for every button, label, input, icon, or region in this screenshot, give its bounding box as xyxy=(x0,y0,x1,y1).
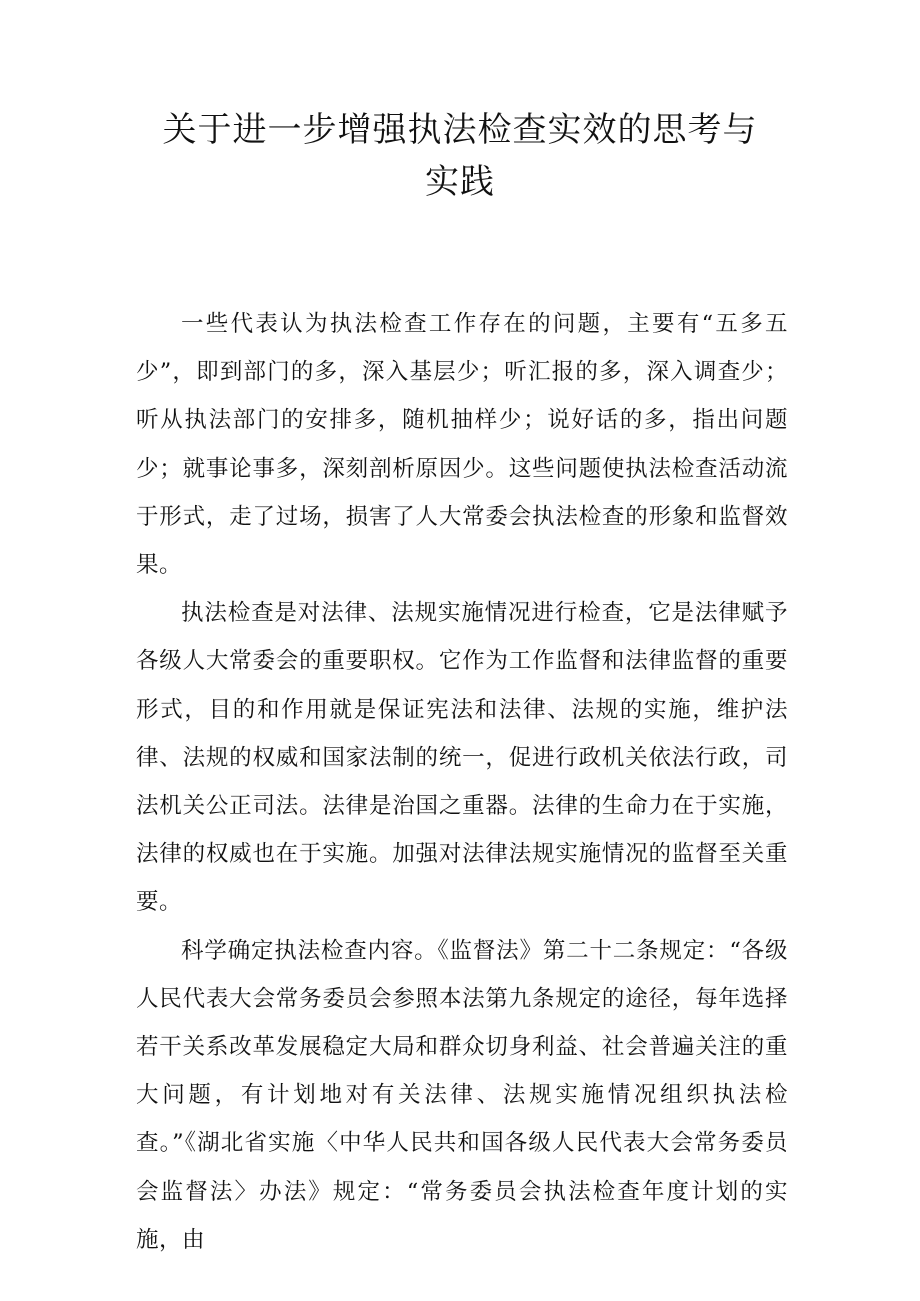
document-body xyxy=(136,300,788,1264)
paragraph-2: 执法检查是对法律、法规实施情况进行检查，它是法律赋予各级人大常委会的重要职权。它作为工作监督和法律监督的重要形式，目的和作用就是保证宪法和法律、法规的实施，维护法律、法规的权威和国家法制的统一，促进行政机关依法行政，司法机关公正司法。法律是治国之重器。法律的生命力在于实施，法律的权威也在于实施。加强对法律法规实施情况的监督至关重要。 xyxy=(136,600,788,916)
paragraph-3: 科学确定执法检查内容。《监督法》第二十二条规定：“各级人民代表大会常务委员会参照本法第九条规定的途径，每年选择若干关系改革发展稳定大局和群众切身利益、社会普遍关注的重大问题，有计划地对有关法律、法规实施情况组织执法检查。”《湖北省实施〈中华人民共和国各级人民代表大会常务委员会监督法〉办法》规定：“常务委员会执法检查年度计划的实施，由 xyxy=(136,937,788,1253)
document-title: 关于进一步增强执法检查实效的思考与实践 xyxy=(162,110,758,202)
paragraph-1: 一些代表认为执法检查工作存在的问题，主要有“五多五少”，即到部门的多，深入基层少；听汇报的多，深入调查少；听从执法部门的安排多，随机抽样少；说好话的多，指出问题少；就事论事多，深刻剖析原因少。这些问题使执法检查活动流于形式，走了过场，损害了人大常委会执法检查的形象和监督效果。 xyxy=(136,311,788,579)
